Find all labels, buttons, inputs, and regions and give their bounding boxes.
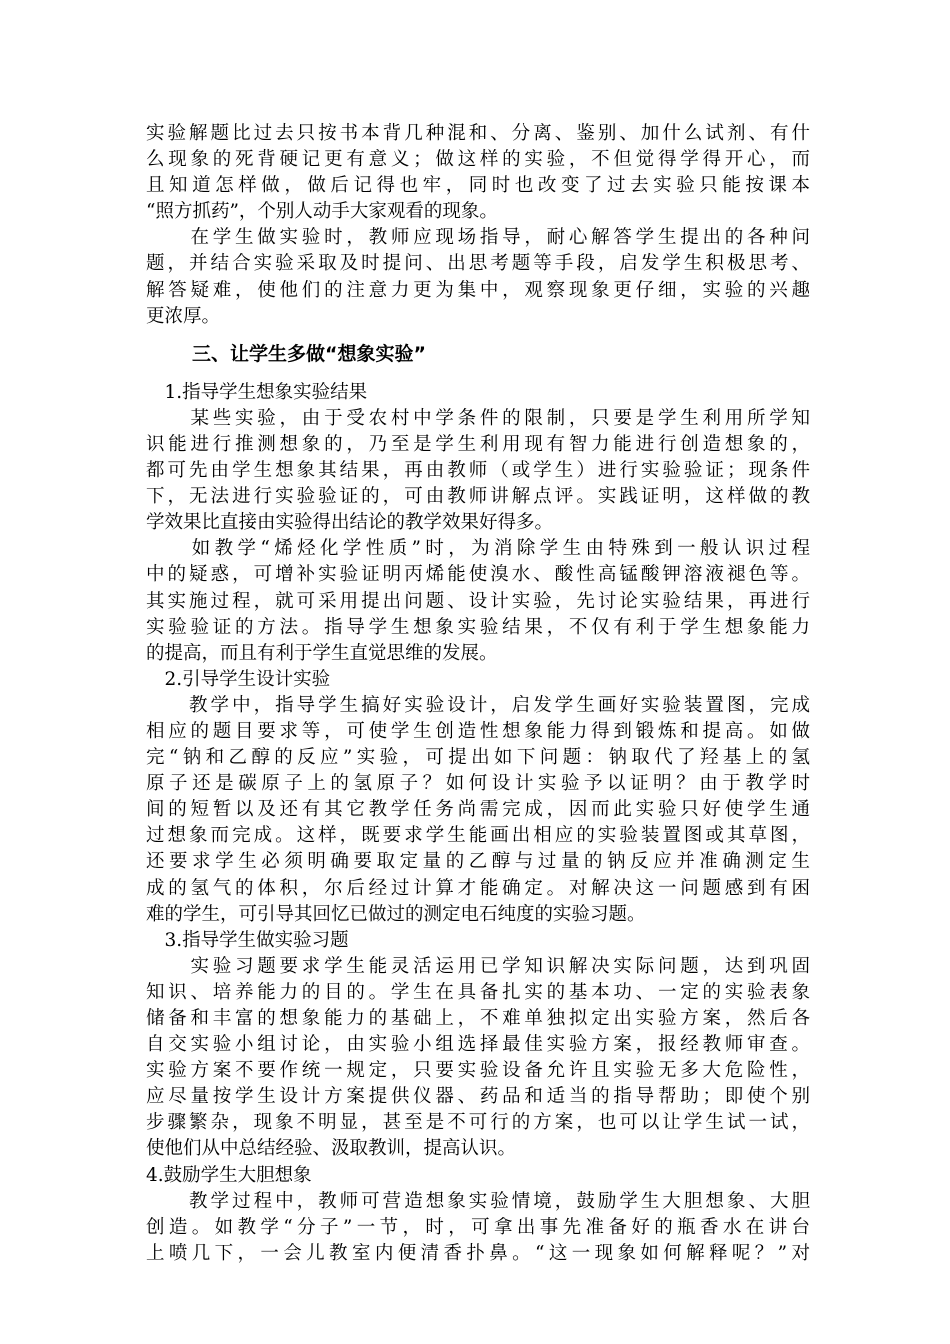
document-page	[146, 121, 810, 1267]
text-line: 实验习题要求学生能灵活运用已学知识解决实际问题，达到巩固	[146, 955, 810, 977]
text-line: 教学中，指导学生搞好实验设计，启发学生画好实验装置图，完成	[146, 694, 810, 716]
subsection-heading-1: 1.指导学生想象实验结果	[146, 381, 368, 403]
text-line: 知识、培养能力的目的。学生在具备扎实的基本功、一定的实验表象	[146, 981, 810, 1003]
text-line: 应尽量按学生设计方案提供仪器、药品和适当的指导帮助；即使个别	[146, 1086, 810, 1108]
text-line: 中的疑惑，可增补实验证明丙烯能使溴水、酸性高锰酸钾溶液褪色等。	[146, 564, 810, 586]
text-line: 还要求学生必须明确要取定量的乙醇与过量的钠反应并准确测定生	[146, 851, 810, 873]
text-line: 如教学“烯烃化学性质”时，为消除学生由特殊到一般认识过程	[146, 538, 810, 560]
text-line: 自交实验小组讨论，由实验小组选择最佳实验方案，报经教师审查。	[146, 1034, 810, 1056]
paragraph-4	[146, 536, 810, 666]
text-line: 创造。如教学“分子”一节，时，可拿出事先准备好的瓶香水在讲台	[146, 1216, 810, 1238]
text-line: 完“钠和乙醇的反应”实验，可提出如下问题：钠取代了羟基上的氢	[146, 747, 810, 769]
text-line: 题，并结合实验采取及时提问、出思考题等手段，启发学生积极思考、	[146, 253, 810, 275]
paragraph-3	[146, 406, 810, 536]
text-line: 原子还是碳原子上的氢原子？如何设计实验予以证明？由于教学时	[146, 773, 810, 795]
text-line: 学效果比直接由实验得出结论的教学效果好得多。	[146, 512, 554, 534]
text-line: 步骤繁杂，现象不明显，甚至是不可行的方案，也可以让学生试一试，	[146, 1112, 810, 1134]
paragraph-6	[146, 954, 810, 1163]
text-line: 过想象而完成。这样，既要求学生能画出相应的实验装置图或其草图，	[146, 825, 810, 847]
paragraph-1	[146, 121, 810, 225]
text-line: “照方抓药”，个别人动手大家观看的现象。	[146, 201, 498, 223]
text-line: 其实施过程，就可采用提出问题、设计实验，先讨论实验结果，再进行	[146, 590, 810, 612]
text-line: 教学过程中，教师可营造想象实验情境，鼓励学生大胆想象、大胆	[146, 1190, 810, 1212]
text-line: 难的学生，可引导其回忆已做过的测定电石纯度的实验习题。	[146, 903, 646, 925]
section-heading: 三、让学生多做“想象实验”	[192, 342, 426, 365]
text-line: 下，无法进行实验验证的，可由教师讲解点评。实践证明，这样做的教	[146, 486, 810, 508]
text-line: 且知道怎样做，做后记得也牢，同时也改变了过去实验只能按课本	[146, 175, 810, 197]
text-line: 解答疑难，使他们的注意力更为集中，观察现象更仔细，实验的兴趣	[146, 279, 810, 301]
subsection-heading-3: 3.指导学生做实验习题	[146, 929, 349, 951]
text-line: 成的氢气的体积，尔后经过计算才能确定。对解决这一问题感到有困	[146, 877, 810, 899]
text-line: 间的短暂以及还有其它教学任务尚需完成，因而此实验只好使学生通	[146, 799, 810, 821]
text-line: 某些实验，由于受农村中学条件的限制，只要是学生利用所学知	[146, 407, 810, 429]
paragraph-2	[146, 225, 810, 329]
text-line: 更浓厚。	[146, 305, 221, 327]
text-line: 实验方案不要作统一规定，只要实验设备允许且实验无多大危险性，	[146, 1060, 810, 1082]
subsection-heading-4: 4.鼓励学生大胆想象	[146, 1164, 312, 1186]
text-line: 上喷几下，一会儿教室内便清香扑鼻。“这一现象如何解释呢？”对	[146, 1242, 810, 1264]
text-line: 的提高，而且有利于学生直觉思维的发展。	[146, 642, 498, 664]
text-line: 相应的题目要求等，可使学生创造性想象能力得到锻炼和提高。如做	[146, 720, 810, 742]
subsection-heading-2: 2.引导学生设计实验	[146, 668, 331, 690]
text-line: 实验验证的方法。指导学生想象实验结果，不仅有利于学生想象能力	[146, 616, 810, 638]
text-line: 实验解题比过去只按书本背几种混和、分离、鉴别、加什么试剂、有什	[146, 123, 810, 144]
text-line: 储备和丰富的想象能力的基础上，不难单独拟定出实验方案，然后各	[146, 1008, 810, 1029]
text-line: 使他们从中总结经验、汲取教训，提高认识。	[146, 1138, 517, 1160]
paragraph-7	[146, 1189, 810, 1267]
text-line: 都可先由学生想象其结果，再由教师（或学生）进行实验验证；现条件	[146, 460, 810, 482]
text-line: 么现象的死背硬记更有意义；做这样的实验，不但觉得学得开心，而	[146, 149, 810, 171]
paragraph-5	[146, 693, 810, 928]
text-line: 在学生做实验时，教师应现场指导，耐心解答学生提出的各种问	[146, 227, 810, 249]
text-line: 识能进行推测想象的，乃至是学生利用现有智力能进行创造想象的，	[146, 433, 810, 455]
